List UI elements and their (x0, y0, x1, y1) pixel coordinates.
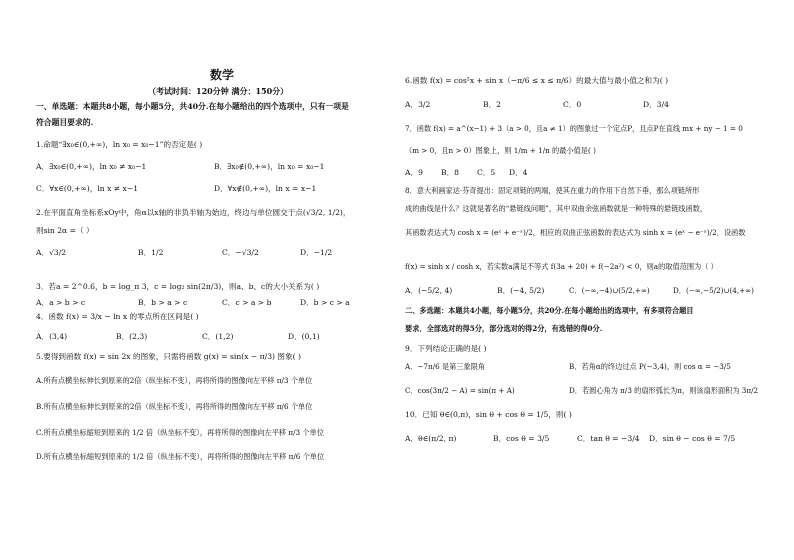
option: B．b > a > c (138, 298, 188, 307)
question-text: 10．已知 θ∈(0,π)，sin θ + cos θ = 1/5，则( ) (405, 410, 572, 419)
option: B．(2,3) (116, 332, 148, 341)
option: B．若角α的终边过点 P(−3,4)，则 cos α = −3/5 (569, 362, 731, 371)
option: B．cos θ = 3/5 (493, 434, 550, 443)
section-header-line: 二、多选题：本题共4小题，每小题5分，共20分.在每小题给出的选项中，有多项符合题目 (405, 306, 694, 315)
option: B．2 (483, 100, 502, 109)
section-header-line: 符合题目要求的. (36, 118, 94, 127)
option: C．tan θ = −3/4 (577, 434, 640, 443)
option: D．3/4 (643, 100, 669, 109)
question-text: 9．下列结论正确的是( ) (405, 344, 487, 353)
option: C．c > a > b (222, 298, 272, 307)
option: C．(1,2) (202, 332, 234, 341)
option: A．3/2 (405, 100, 431, 109)
option: B．1/2 (138, 248, 164, 257)
option: B．(−4, 5/2) (497, 286, 545, 295)
option: D．(0,1) (288, 332, 320, 341)
question-text: （m > 0，且n > 0）图象上，则 1/m + 1/n 的最小值是( ) (405, 146, 596, 155)
option: C．(−∞,−4)∪(5/2,+∞) (569, 286, 650, 295)
option: B．∃x₀∉(0,+∞)，ln x₀ = x₀−1 (214, 162, 325, 171)
option: A．(3,4) (36, 332, 68, 341)
exam-info: （考试时间：120分钟 满分：150分） (148, 86, 289, 96)
question-text: 则sin 2α =（ ） (36, 226, 94, 235)
question-text: 其函数表达式为 cosh x = (eˣ + e⁻ˣ)/2，相应的双曲正弦函数的表达式为 sinh x = (eˣ − e⁻ˣ)/2．设函数 (405, 228, 746, 237)
option: D.所有点横坐标缩短到原来的 1/2 倍（纵坐标不变），再将所得的图像向左平移 π/6 个单位 (36, 452, 325, 461)
question-text: f(x) = sinh x / cosh x，若实数a满足不等式 f(3a + 20) + f(−2a²) < 0，则a的取值范围为（ ） (405, 262, 718, 271)
option: A．a > b > c (36, 298, 86, 307)
option: C．cos(3π/2 − A) = sin(π + A) (405, 386, 515, 395)
question-text: 2.在平面直角坐标系xOy中，角α以x轴的非负半轴为始边，终边与单位圆交于点(√3/2, 1/2)， (36, 208, 351, 217)
question-text: 3．若a = 2^0.6，b = log_π 3，c = log₂ sin(2π/3)，则a、b、c的大小关系为( ) (36, 282, 320, 291)
option: A.所有点横坐标伸长到原来的2倍（纵坐标不变），再将所得的图像向左平移 π/3 个单位 (36, 376, 313, 385)
question-text: 4．函数 f(x) = 3/x − ln x 的零点所在区间是( ) (36, 312, 199, 321)
question-text: 成的曲线是什么？这就是著名的“悬链线问题”，其中双曲余弦函数就是一种特殊的悬链线函数， (405, 204, 708, 213)
page-title: 数学 (210, 68, 235, 82)
option: D．b > c > a (300, 298, 350, 307)
option: A．(−5/2, 4) (405, 286, 453, 295)
option: C．5 (477, 168, 496, 177)
option: D．4 (509, 168, 528, 177)
option: B.所有点横坐标伸长到原来的2倍（纵坐标不变），再将所得的图像向左平移 π/6 个单位 (36, 402, 313, 411)
option: D．sin θ − cos θ = 7/5 (649, 434, 736, 443)
question-text: 6.函数 f(x) = cos²x + sin x（−π/6 ≤ x ≤ π/6）的最大值与最小值之和为( ) (405, 76, 669, 85)
option: D．−1/2 (300, 248, 333, 257)
option: C.所有点横坐标缩短到原来的 1/2 倍（纵坐标不变），再将所得的图像向左平移 π/3 个单位 (36, 428, 324, 437)
question-text: 5.要得到函数 f(x) = sin 2x 的图象，只需将函数 g(x) = sin(x − π/3) 图象( ) (36, 352, 301, 361)
option: A．θ∈(π/2, π) (405, 434, 457, 443)
option: C．−√3/2 (222, 248, 259, 257)
option: B．8 (441, 168, 460, 177)
option: C．∀x∈(0,+∞)，ln x ≠ x−1 (36, 184, 139, 193)
option: D．(−∞,−5/2)∪(4,+∞) (673, 286, 754, 295)
question-text: 1.命题“∃x₀∈(0,+∞)，ln x₀ = x₀−1”的否定是( ) (36, 140, 203, 149)
option: D．∀x∉(0,+∞)，ln x = x−1 (214, 184, 317, 193)
option: C．0 (563, 100, 582, 109)
section-header-line: 一、单选题：本题共8小题，每小题5分，共40分.在每小题给出的四个选项中，只有一项是 (36, 102, 349, 111)
option: A．−7π/6 是第三象限角 (405, 362, 486, 371)
question-text: 8．意大利画家达·芬奇提出：固定项链的两端，使其在重力的作用下自然下垂，那么项链所形 (405, 186, 700, 195)
section-header-line: 要求．全部选对的得5分，部分选对的得2分，有选错的得0分. (405, 324, 603, 333)
option: D．若圆心角为 π/3 的扇形弧长为π，则该扇形面积为 3π/2 (569, 386, 759, 395)
option: A．9 (405, 168, 423, 177)
option: A．√3/2 (36, 248, 67, 257)
option: A．∃x₀∈(0,+∞)，ln x₀ ≠ x₀−1 (36, 162, 147, 171)
question-text: 7．函数 f(x) = a^(x−1) + 3（a > 0，且a ≠ 1）的图象过一个定点P，且点P在直线 mx + ny − 1 = 0 (405, 124, 743, 133)
